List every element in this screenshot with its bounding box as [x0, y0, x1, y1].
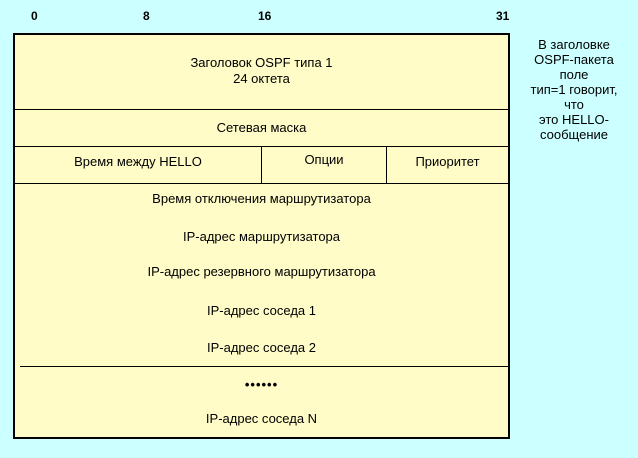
note-line: В заголовке — [538, 37, 610, 52]
header-size: 24 октета — [233, 71, 290, 86]
header-title: Заголовок OSPF типа 1 — [190, 55, 333, 70]
note-line: OSPF-пакета — [534, 52, 614, 67]
side-note — [514, 37, 634, 142]
priority-field: Приоритет — [415, 154, 480, 169]
note-line: это HELLO- — [539, 112, 609, 127]
ellipsis-dots: •••••• — [244, 377, 279, 392]
hello-interval-field: Время между HELLO — [74, 154, 202, 169]
neighbor-n-field: IP-адрес соседа N — [205, 411, 318, 426]
note-line: поле — [559, 67, 589, 82]
note-line: тип=1 говорит, — [530, 82, 618, 97]
bit-label-8: 8 — [143, 9, 150, 23]
bit-label-16: 16 — [258, 9, 272, 23]
note-line: сообщение — [539, 127, 608, 142]
router-dead-interval-field: Время отключения маршрутизатора — [152, 191, 371, 206]
network-mask-field: Сетевая маска — [216, 120, 307, 135]
neighbor-1-field: IP-адрес соседа 1 — [207, 303, 316, 318]
note-line: что — [564, 97, 584, 112]
bit-label-31: 31 — [496, 9, 510, 23]
divider-options-row — [15, 183, 508, 184]
router-ip-field: IP-адрес маршрутизатора — [182, 229, 341, 244]
backup-router-ip-field: IP-адрес резервного маршрутизатора — [147, 264, 376, 279]
neighbor-2-field: IP-адрес соседа 2 — [207, 340, 316, 355]
divider-header — [15, 109, 508, 110]
hello-packet-diagram — [13, 33, 510, 439]
bit-label-0: 0 — [31, 9, 38, 23]
divider-neighbors — [20, 366, 508, 367]
options-field: Опции — [304, 152, 344, 167]
